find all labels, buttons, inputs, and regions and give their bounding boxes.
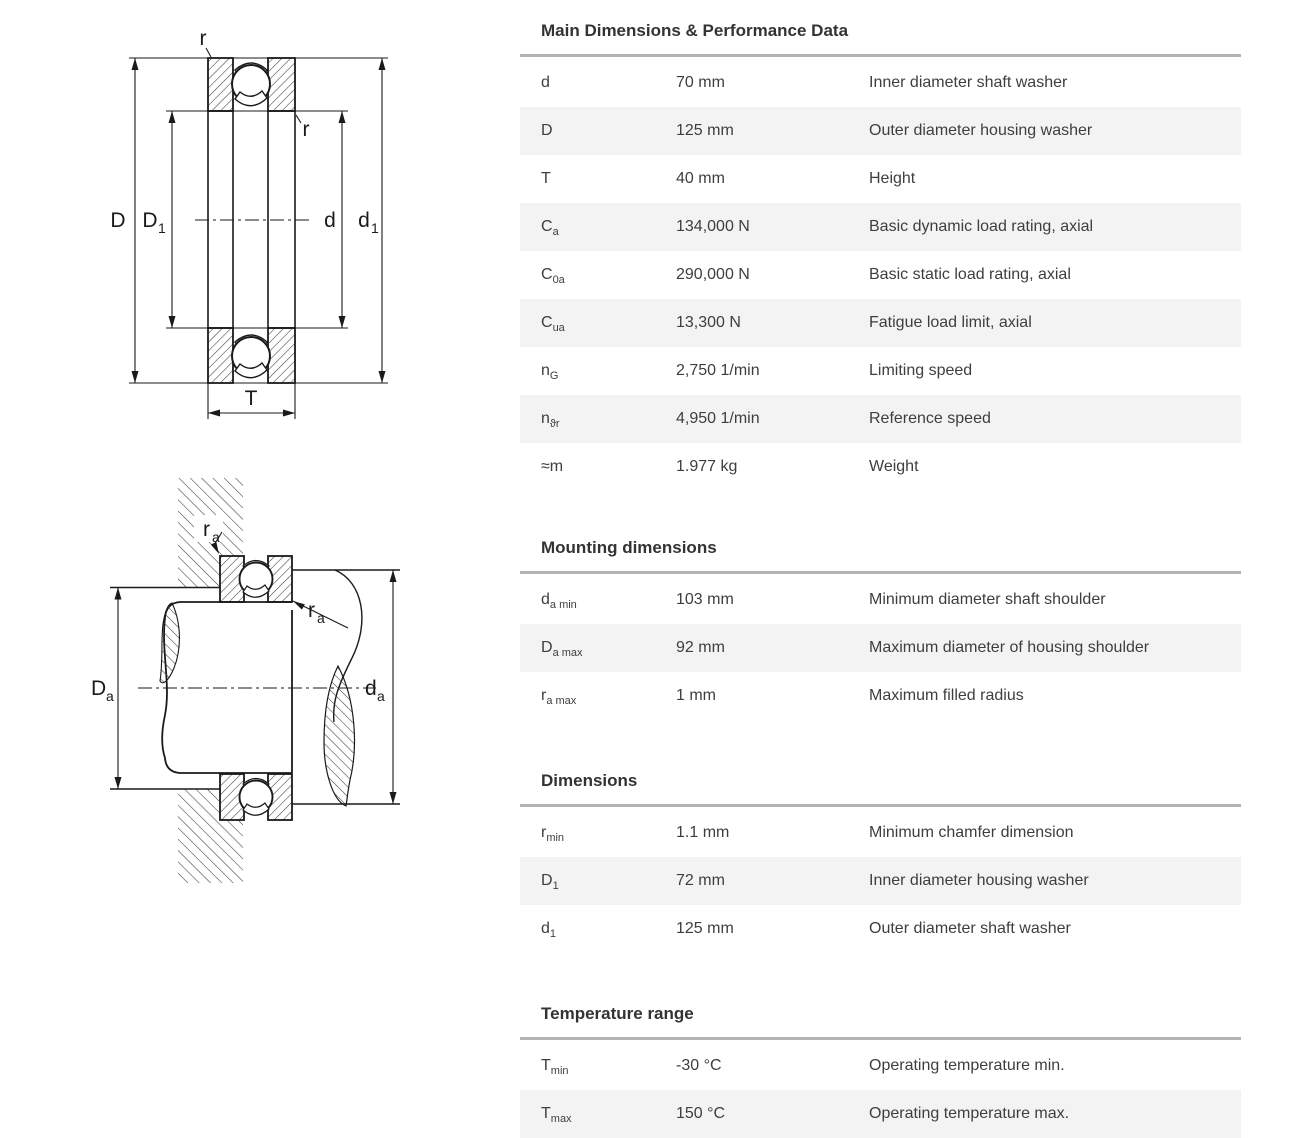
dim-label-r-inner: r: [302, 118, 310, 141]
row-value: -30 °C: [676, 1057, 722, 1074]
row-symbol-main: D: [541, 122, 553, 139]
row-symbol-main: r: [541, 687, 547, 704]
row-symbol-sub: a min: [549, 599, 577, 612]
row-description: Outer diameter shaft washer: [869, 920, 1071, 937]
table-row: [520, 624, 1241, 672]
dim-label-D1-sub: 1: [158, 220, 166, 236]
row-symbol: [520, 639, 676, 660]
row-value: 290,000 N: [676, 266, 750, 283]
dim-label-ra-top-main: r: [203, 518, 210, 541]
row-symbol: [520, 314, 676, 335]
section-title: Mounting dimensions: [541, 538, 717, 557]
row-symbol: [520, 591, 676, 612]
ball-and-cage-bottom: [232, 335, 270, 378]
table-row: [520, 251, 1241, 299]
row-symbol-sub: ua: [552, 322, 565, 335]
spec-table: [520, 59, 1241, 491]
table-row: [520, 443, 1241, 491]
table-row: [520, 857, 1241, 905]
row-description: Minimum diameter shaft shoulder: [869, 591, 1106, 608]
row-description: Maximum diameter of housing shoulder: [869, 639, 1150, 656]
row-description: Basic static load rating, axial: [869, 266, 1071, 283]
row-value: 1.1 mm: [676, 824, 730, 841]
row-value: 2,750 1/min: [676, 362, 760, 379]
row-symbol-main: d: [541, 74, 550, 91]
row-value: 72 mm: [676, 872, 725, 889]
row-symbol: [520, 1057, 676, 1078]
row-description: Minimum chamfer dimension: [869, 824, 1074, 841]
row-symbol-sub: G: [549, 370, 559, 383]
row-value: 150 °C: [676, 1105, 726, 1122]
row-symbol-sub: ϑr: [549, 418, 560, 431]
row-symbol: [520, 1105, 676, 1126]
table-row: [520, 203, 1241, 251]
row-value: 1 mm: [676, 687, 716, 704]
row-value: 134,000 N: [676, 218, 750, 235]
row-symbol-main: n: [541, 410, 550, 427]
row-symbol-main: D: [541, 872, 553, 889]
row-description: Inner diameter housing washer: [869, 872, 1089, 889]
spec-table: [520, 576, 1241, 720]
row-symbol-sub: 1: [552, 880, 559, 893]
row-symbol-sub: a max: [552, 647, 583, 660]
row-description: Fatigue load limit, axial: [869, 314, 1032, 331]
section-divider: [520, 54, 1241, 57]
row-symbol: [520, 170, 676, 188]
dim-label-ra-inner-main: r: [308, 599, 315, 622]
row-symbol-main: D: [541, 639, 553, 656]
row-value: 40 mm: [676, 170, 725, 187]
row-symbol-main: T: [541, 170, 551, 187]
dim-label-Da-sub: a: [106, 688, 114, 704]
dim-label-d: d: [324, 209, 336, 232]
row-symbol: [520, 872, 676, 893]
row-value: 103 mm: [676, 591, 734, 608]
row-symbol: [520, 122, 676, 140]
row-value: 125 mm: [676, 122, 734, 139]
table-row: [520, 107, 1241, 155]
section-divider: [520, 1037, 1241, 1040]
row-symbol-sub: a: [552, 226, 559, 239]
row-symbol: [520, 687, 676, 708]
row-symbol-sub: min: [550, 1065, 569, 1078]
table-row: [520, 809, 1241, 857]
dim-label-r-top: r: [199, 27, 207, 50]
row-symbol-main: n: [541, 362, 550, 379]
row-symbol: [520, 920, 676, 941]
row-description: Weight: [869, 458, 919, 475]
dim-label-T: T: [244, 387, 258, 410]
row-symbol-main: C: [541, 218, 553, 235]
row-value: 125 mm: [676, 920, 734, 937]
row-symbol-main: T: [541, 1057, 551, 1074]
bearing-cross-section-figure: [85, 18, 405, 450]
row-symbol: [520, 362, 676, 383]
spec-tables-panel: [520, 0, 1241, 1138]
section-mounting-dimensions: [520, 537, 1241, 720]
row-description: Inner diameter shaft washer: [869, 74, 1068, 91]
section-title: Main Dimensions & Performance Data: [541, 21, 849, 40]
dim-label-d1-sub: 1: [371, 220, 379, 236]
row-description: Operating temperature min.: [869, 1057, 1065, 1074]
table-row: [520, 905, 1241, 953]
dim-label-Da-main: D: [91, 677, 107, 700]
section-divider: [520, 804, 1241, 807]
row-symbol: [520, 824, 676, 845]
row-symbol-sub: 0a: [552, 274, 565, 287]
row-symbol-main: d: [541, 591, 550, 608]
row-symbol: [520, 458, 676, 476]
mounted-bearing-bottom: [220, 774, 292, 820]
spec-table: [520, 809, 1241, 953]
row-value: 70 mm: [676, 74, 725, 91]
dim-label-ra-inner-sub: a: [317, 610, 325, 626]
row-symbol-sub: max: [550, 1113, 572, 1126]
row-value: 92 mm: [676, 639, 725, 656]
section-main-dimensions: [520, 20, 1241, 491]
table-row: [520, 59, 1241, 107]
dim-label-D1-main: D: [142, 209, 158, 232]
row-symbol-main: d: [541, 920, 550, 937]
row-description: Reference speed: [869, 410, 991, 427]
dim-label-d1-main: d: [358, 209, 370, 232]
table-row: [520, 1090, 1241, 1138]
row-description: Basic dynamic load rating, axial: [869, 218, 1094, 235]
row-symbol: [520, 218, 676, 239]
row-value: 4,950 1/min: [676, 410, 760, 427]
row-symbol-sub: 1: [549, 928, 557, 941]
row-description: Maximum filled radius: [869, 687, 1024, 704]
dim-label-D: D: [110, 209, 126, 232]
dim-label-da-main: d: [365, 677, 377, 700]
section-title: Dimensions: [541, 771, 638, 790]
row-description: Outer diameter housing washer: [869, 122, 1093, 139]
row-symbol-main: T: [541, 1105, 551, 1122]
section-temperature-range: [520, 1003, 1241, 1138]
spec-table: [520, 1042, 1241, 1138]
row-symbol-main: C: [541, 314, 553, 331]
section-title: Temperature range: [541, 1004, 694, 1023]
table-row: [520, 347, 1241, 395]
table-row: [520, 576, 1241, 624]
row-symbol-main: ≈m: [541, 458, 564, 475]
mounted-bearing-top: [220, 556, 292, 602]
dim-label-da-sub: a: [377, 688, 385, 704]
row-symbol-sub: a max: [546, 695, 577, 708]
row-symbol-sub: min: [546, 832, 565, 845]
table-row: [520, 395, 1241, 443]
section-dimensions: [520, 770, 1241, 953]
bearing-mounting-figure: [80, 470, 420, 910]
dim-label-ra-top-sub: a: [212, 529, 220, 545]
row-symbol-main: r: [541, 824, 547, 841]
row-value: 1.977 kg: [676, 458, 738, 475]
section-divider: [520, 571, 1241, 574]
table-row: [520, 299, 1241, 347]
table-row: [520, 155, 1241, 203]
ball-and-cage-top: [232, 63, 270, 106]
row-symbol-main: C: [541, 266, 553, 283]
row-value: 13,300 N: [676, 314, 741, 331]
table-row: [520, 672, 1241, 720]
row-symbol: [520, 410, 676, 431]
row-description: Limiting speed: [869, 362, 973, 379]
row-symbol: [520, 266, 676, 287]
table-row: [520, 1042, 1241, 1090]
row-symbol: [520, 74, 676, 92]
row-description: Operating temperature max.: [869, 1105, 1070, 1122]
row-description: Height: [869, 170, 916, 187]
